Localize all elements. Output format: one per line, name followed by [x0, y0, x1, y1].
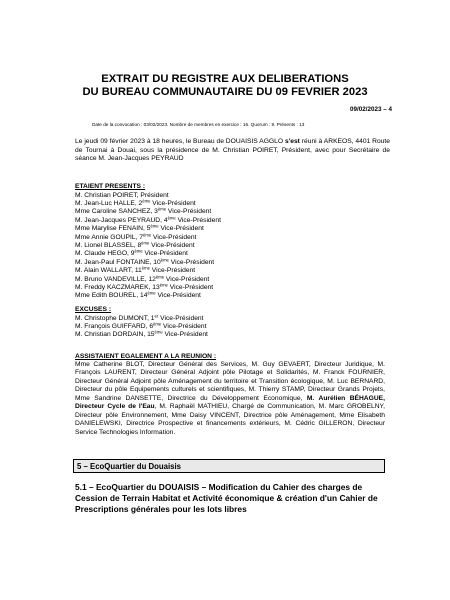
assistance-text-2: , M. Raphaël MATHIEU, Chargé de Communication, M. Marc GROBELNY, Directeur pôle Environnement, Mme Daisy VINCENT, Directrice pôle Aménagement, Mme Elisabeth DANIELEWSKI, Directrice Prospective et financements extérieurs, M. Cédric GILLERON, Directeur Service Technologies Information.: [75, 403, 385, 436]
member-role: Vice-Président: [164, 275, 210, 283]
member-ordinal: ème: [157, 206, 167, 212]
member-ordinal: ème: [143, 232, 152, 238]
member-item: [75, 276, 221, 284]
member-role: Vice-Président: [150, 199, 196, 207]
member-ordinal: ème: [134, 248, 143, 254]
member-name: M. Christian DORDAIN, 15: [75, 331, 155, 339]
document-title: [40, 73, 410, 99]
member-ordinal: ème: [141, 265, 150, 271]
member-role: Vice-Président: [162, 331, 208, 339]
present-heading: ETAIENT PRESENTS :: [75, 183, 146, 190]
member-role: Vice-Président: [149, 241, 195, 249]
title-line-1: EXTRAIT DU REGISTRE AUX DELIBERATIONS: [101, 73, 349, 85]
member-name: M. Jean-Jacques PEYRAUD, 4: [75, 216, 168, 224]
member-ordinal: ème: [154, 329, 163, 335]
member-name: M. Alain WALLART, 11: [75, 267, 142, 275]
member-name: M. François GUIFFARD, 6: [75, 322, 154, 330]
member-item: [75, 267, 221, 275]
member-role: Vice-Président: [158, 314, 204, 322]
section-title: 5 – EcoQuartier du Douaisis: [77, 462, 181, 471]
member-role: Vice-Président: [168, 258, 215, 266]
member-ordinal: ème: [141, 240, 150, 246]
intro-paragraph: [75, 138, 390, 164]
member-role: Vice-Président: [158, 225, 204, 233]
member-item: [75, 331, 208, 339]
member-ordinal: ème: [159, 282, 168, 288]
member-item: [75, 208, 221, 216]
member-ordinal: ème: [150, 223, 159, 229]
member-name: Mme Marylise FENAIN, 5: [75, 225, 151, 233]
member-ordinal: ème: [167, 215, 176, 221]
member-name: M. Freddy KACZMAREK, 13: [75, 283, 160, 291]
intro-text-3: réuni à ARKEOS, 4401 Route de Tournai à Douai, sous la présidence de M. Christian POIRET, Président, avec pour Secrétaire de séance M. Jean-Jacques PEYRAUD: [75, 138, 390, 163]
member-ordinal: ème: [160, 257, 169, 263]
member-ordinal: ème: [155, 274, 165, 280]
member-name: Mme Annie GOUPIL, 7: [75, 233, 144, 241]
assistance-text-bold: M. Aurélien BÉHAGUE, Directeur Cycle de l'Eau: [75, 394, 385, 411]
member-role: Vice-Président: [161, 322, 207, 330]
member-name: M. Claude HEGO, 9: [75, 250, 135, 258]
member-ordinal: ème: [153, 321, 162, 327]
convocation-info: Date de la convocation : 03/02/2023. Nombre de membres en exercice : 16. Quorum : 9. Présents : 13: [92, 122, 305, 127]
member-ordinal: ème: [147, 290, 156, 296]
member-item: [75, 292, 221, 300]
member-name: Mme Caroline SANCHEZ, 3: [75, 208, 158, 216]
member-name: M. Christophe DUMONT, 1: [75, 314, 155, 322]
member-name: M. Bruno VANDEVILLE, 12: [75, 275, 156, 283]
member-name: M. Jean-Paul FONTAINE, 10: [75, 258, 161, 266]
excuses-heading: EXCUSES :: [75, 306, 112, 313]
intro-text-1: Le jeudi 09 février 2023 à 18 heures, le Bureau de DOUAISIS AGGLO: [75, 138, 285, 145]
member-name: M. Jean-Luc HALLE, 2: [75, 199, 143, 207]
member-name: M. Christian POIRET, Président: [75, 191, 169, 199]
assistance-paragraph: [75, 361, 385, 437]
present-members-list: [75, 192, 221, 301]
member-role: Vice-Président: [167, 283, 214, 291]
member-item: [75, 315, 208, 323]
assistance-heading: ASSISTAIENT EGALEMENT A LA REUNION :: [75, 352, 217, 360]
member-role: Vice-Président: [151, 233, 197, 241]
deliberation-reference: 09/02/2023 – 4: [349, 106, 392, 113]
member-role: Vice-Président: [142, 250, 188, 258]
title-line-2: DU BUREAU COMMUNAUTAIRE DU 09 FEVRIER 2023: [82, 86, 368, 98]
section-subtitle: 5.1 – EcoQuartier du DOUAISIS – Modification du Cahier des charges de Cession de Terrain Habitat et Activité économique & création d'un Cahier de Prescriptions générales pour les lots libres: [75, 482, 378, 514]
member-name: M. Lionel BLASSEL, 8: [75, 241, 142, 249]
section-title-box: [73, 459, 385, 473]
excused-members-list: [75, 315, 208, 340]
member-item: [75, 217, 221, 225]
member-role: Vice-Président: [155, 292, 201, 300]
member-ordinal: ème: [142, 198, 151, 204]
member-role: Vice-Président: [149, 267, 196, 275]
member-role: Vice-Président: [175, 216, 221, 224]
intro-text-2: s'est: [284, 138, 300, 145]
member-role: Vice-Président: [166, 208, 212, 216]
member-item: [75, 250, 221, 258]
member-ordinal: er: [154, 313, 159, 318]
assistance-text-1: Mme Catherine BLOT, Directeur Général des Services, M. Guy GEVAERT, Directeur Juridique, M. François LAURENT, Directeur Général Adjoint pôle Pilotage et Solidarités, M. Franck FOURNIER, Directeur Général Adjoint pôle Aménagement du territoire et Transition écologique, M. Luc BERNARD, Directeur du pôle Equipements culturels et scientifiques, M. Thierry STAMP, Directeur Grands Projets, Mme Sandrine DANSETTE, Directrice du Développement Economique,: [75, 361, 385, 402]
member-name: Mme Edith BOUREL, 14: [75, 292, 148, 300]
